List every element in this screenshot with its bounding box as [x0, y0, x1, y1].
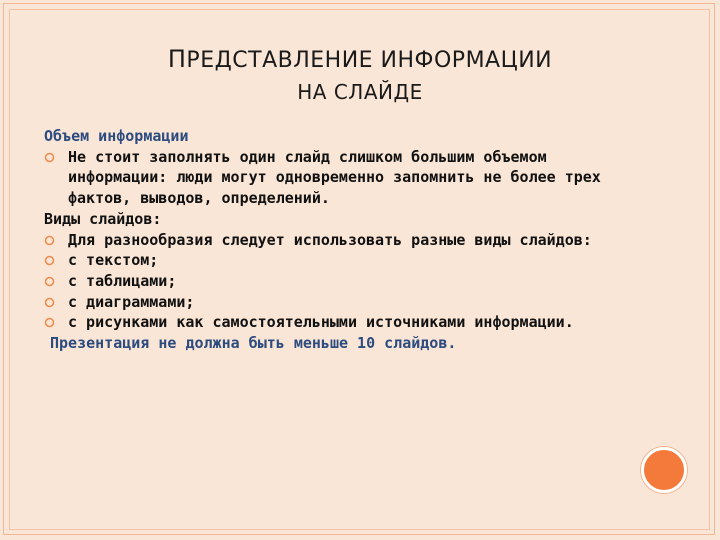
bullet-text: с таблицами; — [68, 271, 177, 290]
bullet-item — [44, 271, 624, 292]
slide-body — [44, 126, 624, 354]
circle-bullet-icon — [44, 235, 55, 246]
slide-title-line2: НА СЛАЙДЕ — [297, 80, 423, 104]
bullet-text: с рисунками как самостоятельными источниками информации. — [68, 313, 574, 332]
heading-volume: Объем информации — [44, 127, 189, 145]
title-initial: П — [167, 45, 187, 73]
bullet-text: с диаграммами; — [68, 292, 195, 311]
decorative-circle — [641, 447, 687, 493]
footer-note: Презентация не должна быть меньше 10 слайдов. — [50, 334, 457, 353]
bullet-item — [44, 147, 624, 209]
bullet-text: Не стоит заполнять один слайд слишком большим объемом информации: люди могут одновременно запомнить не более трех фактов, выводов, определений. — [68, 147, 601, 208]
slide-title — [0, 45, 720, 73]
circle-bullet-icon — [44, 276, 55, 287]
bullet-item — [44, 230, 624, 251]
bullet-item — [44, 312, 624, 333]
heading-slide-types: Виды слайдов: — [44, 209, 162, 228]
circle-bullet-icon — [44, 152, 55, 163]
bullet-item — [44, 250, 624, 271]
bullet-text: Для разнообразия следует использовать разные виды слайдов: — [68, 230, 592, 249]
bullet-item — [44, 292, 624, 313]
circle-bullet-icon — [44, 297, 55, 308]
circle-bullet-icon — [44, 255, 55, 266]
circle-bullet-icon — [44, 317, 55, 328]
bullet-text: с текстом; — [68, 251, 159, 270]
title-rest: РЕДСТАВЛЕНИЕ ИНФОРМАЦИИ — [186, 48, 553, 73]
